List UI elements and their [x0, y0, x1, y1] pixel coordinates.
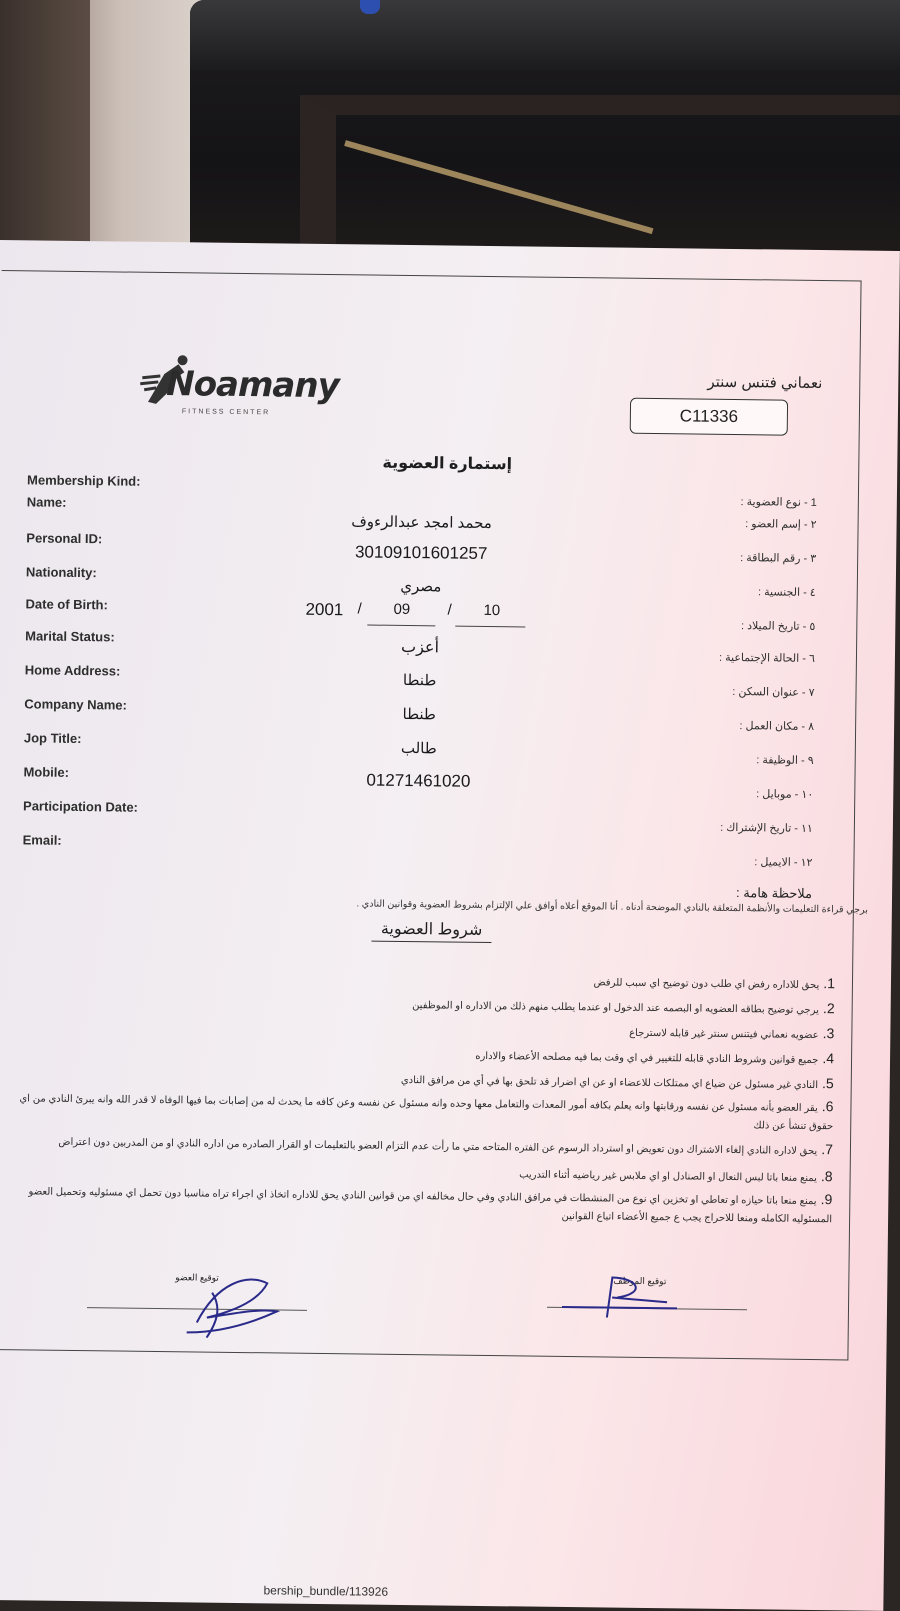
member-signature-label: توقيع العضو: [175, 1272, 219, 1283]
terms-title: شروط العضوية: [371, 919, 491, 943]
term-item: 8.يمنع منعا باتا لبس النعال او الصنادل او اي ملابس غير رياضيه أثناء التدريب: [519, 1168, 833, 1185]
background-cabinet-top: [190, 0, 900, 70]
label-dob-ar: ٥ - تاريخ الميلاد :: [740, 620, 816, 633]
label-participation-date-en: Participation Date:: [22, 798, 139, 815]
term-item: 2.يرجي توضيح بطاقه العضويه او البصمه عند الدخول او عندما يطلب منهم ذلك من الاداره او الموظفين: [412, 1000, 835, 1017]
label-marital-status-en: Marital Status:: [25, 628, 115, 645]
value-company-name: طنطا: [402, 705, 437, 724]
form-title: إستمارة العضوية: [382, 454, 513, 474]
term-item: 5.النادي غير مسئول عن ضياع اي ممتلكات للاعضاء او عن اي اضرار قد تلحق بها في أي من مرافق النادي: [400, 1074, 834, 1092]
value-job-title: طالب: [400, 739, 437, 758]
label-company-name-ar: ٨ - مكان العمل :: [739, 720, 815, 733]
value-home-address: طنطا: [402, 671, 437, 690]
label-home-address-ar: ٧ - عنوان السكن :: [732, 685, 815, 699]
label-personal-id-ar: ٣ - رقم البطاقة :: [740, 552, 817, 565]
employee-signature-scribble: [557, 1267, 698, 1329]
value-personal-id: 30109101601257: [354, 542, 488, 563]
logo-wordmark: Noamany: [166, 364, 339, 407]
label-company-name-en: Company Name:: [24, 696, 127, 713]
label-dob-en: Date of Birth:: [25, 596, 108, 613]
background-shadow: [0, 0, 90, 260]
term-item: 1.يحق للاداره رفض اي طلب دون توضيح اي سبب للرفض: [593, 975, 836, 992]
value-nationality: مصري: [400, 577, 442, 596]
label-email-ar: ١٢ - الايميل :: [754, 856, 813, 869]
label-name-en: Name:: [26, 494, 67, 510]
label-nationality-en: Nationality:: [25, 564, 97, 581]
club-logo: [138, 352, 339, 424]
label-personal-id-en: Personal ID:: [26, 530, 103, 547]
dob-day: 10: [483, 601, 501, 620]
employee-signature-label: توقيع الموظف: [613, 1275, 667, 1287]
label-mobile-en: Mobile:: [23, 764, 70, 780]
footer-reference: bership_bundle/113926: [263, 1583, 389, 1599]
label-job-title-ar: ٩ - الوظيفة :: [756, 754, 814, 767]
membership-form-paper: [0, 240, 900, 1611]
term-item: 6.يقر العضو بأنه مسئول عن نفسه ورقابتها وانه يعلم بكافه أمور المعدات والتعامل معها وحده وانه مسئول عن نفسه وعن كافه ما يحدث له من إصابات بما فيها الوفاه لا قدر الله وانه يبرئ النادي من اي حقوق تنشأ عن ذلك: [19, 1093, 834, 1133]
note-text: برجي قراءة التعليمات والأنظمة المتعلقة بالنادي الموضحة أدناه . أنا الموقع أعلاه أوافق علي الإلتزام بشروط العضوية وقوانين النادي .: [356, 898, 868, 916]
term-item: 9.يمنع منعا باتا حيازه او تعاطي او تخزين اي نوع من المنشطات في مرافق النادي وفي حال مخالفه اي من قوانين النادي يحق للاداره اتخاذ اي اجراء تراه مناسبا دون تحمل اي مسئوليه وتحميل العضو المسئوليه الكامله ومنعا للاحراج يجب ع جميع الأعضاء اتباع القوانين: [28, 1186, 833, 1226]
dob-year: 2001: [305, 599, 344, 620]
member-signature-scribble: [167, 1262, 298, 1344]
term-item: 7.يحق لاداره النادي إلغاء الاشتراك دون تعويض او استرداد الرسوم عن الفتره المتاحه متي ما رأت عدم التزام العضو بالتعليمات او القرار الصادره من اداره النادي او من المدربين دون اعتراض: [58, 1136, 834, 1158]
label-name-ar: ٢ - إسم العضو :: [745, 518, 817, 531]
value-mobile: 01271461020: [366, 770, 471, 791]
dob-month: 09: [393, 600, 411, 619]
dob-separator: /: [357, 600, 362, 618]
label-membership-kind-en: Membership Kind:: [26, 472, 141, 489]
value-date-of-birth: [295, 600, 535, 629]
label-mobile-ar: ١٠ - موبايل :: [756, 788, 814, 801]
label-nationality-ar: ٤ - الجنسية :: [758, 586, 816, 599]
label-participation-date-ar: ١١ - تاريخ الإشتراك :: [720, 821, 813, 835]
logo-subtitle: FITNESS CENTER: [181, 408, 271, 417]
note-title: ملاحظة هامة :: [736, 885, 813, 901]
label-home-address-en: Home Address:: [24, 662, 121, 679]
background-cable: [360, 0, 380, 14]
value-marital-status: أعزب: [400, 638, 440, 657]
term-item: 4.جميع قوانين وشروط النادي قابله للتغيير في اي وقت بما فيه مصلحه الأعضاء والاداره: [475, 1050, 835, 1067]
card-number-box: C11336: [630, 398, 788, 436]
club-name: نعماني فتنس سنتر: [707, 373, 823, 393]
term-item: 3.عضويه نعماني فيتنس سنتر غير قابله لاسترجاع: [629, 1025, 835, 1042]
label-membership-kind-ar: 1 - نوع العضوية :: [740, 496, 817, 509]
label-email-en: Email:: [22, 832, 62, 848]
label-job-title-en: Jop Title:: [23, 730, 82, 747]
dob-month-line: [367, 625, 435, 627]
dob-day-line: [455, 626, 525, 628]
value-name: محمد امجد عبدالرءوف: [351, 513, 492, 533]
dob-separator: /: [447, 601, 452, 619]
label-marital-status-ar: ٦ - الحالة الإجتماعية :: [718, 651, 816, 665]
terms-list: [0, 962, 835, 1233]
